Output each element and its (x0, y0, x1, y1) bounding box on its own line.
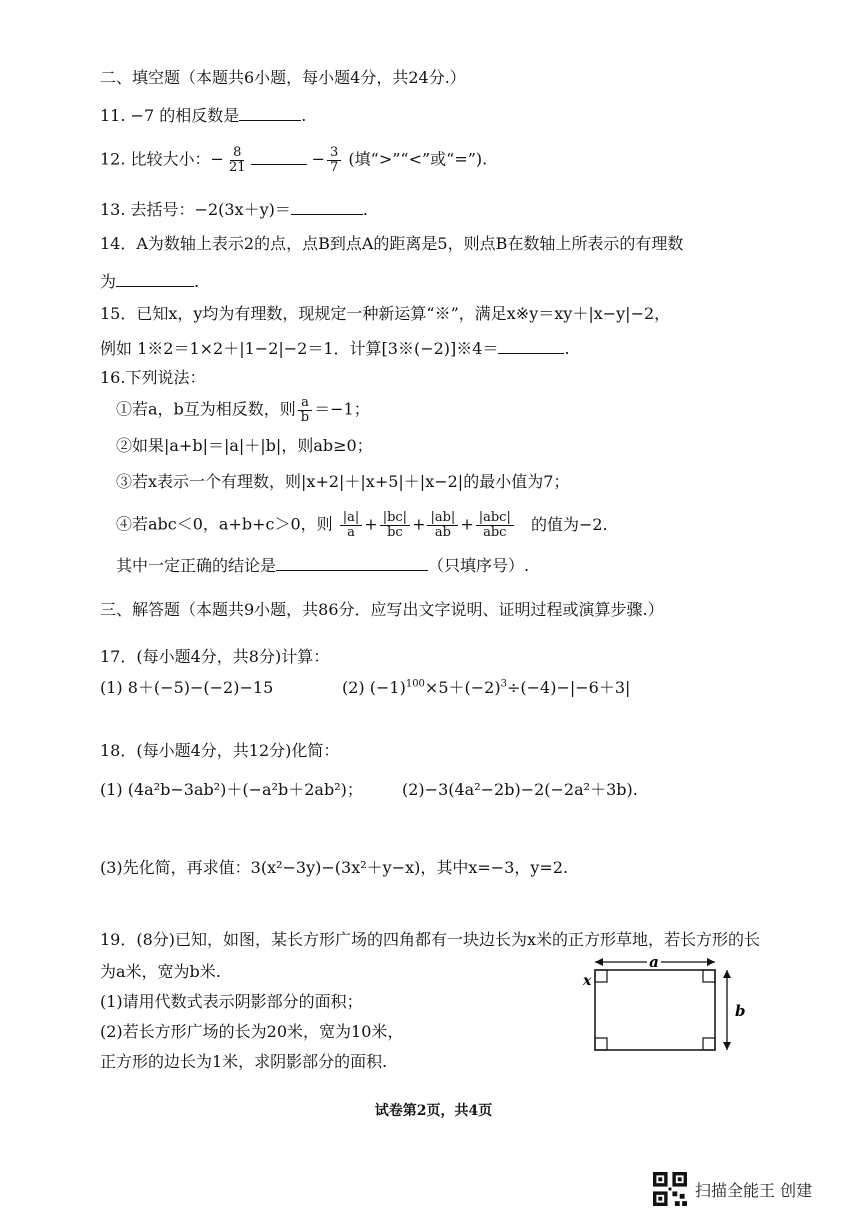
figure-label-x: x (583, 973, 592, 989)
question-19-line4: (2)若长方形广场的长为20米，宽为10米， (100, 1022, 404, 1041)
figure-label-b: b (735, 1002, 745, 1020)
q16-s4-post: 的值为−2. (530, 514, 608, 534)
q12-fraction-2 (327, 146, 341, 174)
q16-s4-f2-num: |bc| (380, 511, 410, 526)
q16-s1-pre: ①若a，b互为相反数，则 (116, 399, 296, 419)
q17-p2-exp1: 100 (405, 678, 425, 690)
q12-frac2-den: 7 (330, 159, 339, 175)
q15-blank (498, 339, 564, 354)
q16-s1-num: a (298, 396, 312, 411)
q16-s4-plus-2: + (412, 514, 426, 534)
q17-p2-b: ×5＋(−2) (424, 678, 501, 697)
question-19-line3: (1)请用代数式表示阴影部分的面积； (100, 992, 363, 1011)
q16-s4-f1-num: |a| (340, 511, 363, 526)
question-19-line2: 为a米，宽为b米. (100, 962, 221, 981)
q16-statement-2: ②如果|a+b|＝|a|＋|b|，则ab≥0； (116, 436, 373, 455)
watermark-text: 扫描全能王 创建 (695, 1180, 813, 1200)
question-11 (100, 106, 306, 125)
question-12 (100, 146, 487, 174)
q15-line2-text: 例如 1※2＝1×2＋|1−2|−2＝1．计算[3※(−2)]※4＝ (100, 339, 499, 358)
page-footer: 试卷第2页，共4页 (374, 1103, 493, 1119)
rectangle-plaza (595, 970, 715, 1050)
q12-frac1-den: 21 (228, 159, 246, 175)
q16-s4-f2-den: bc (387, 524, 403, 540)
q17-p2-c: ÷(−4)−|−6＋3| (506, 678, 631, 697)
q12-mid: − (311, 149, 326, 169)
q16-s1-den: b (300, 409, 310, 425)
corner-square-bl (595, 1038, 607, 1050)
q16-s4-f4-num: |abc| (476, 511, 514, 526)
q16-s4-fraction-3 (427, 511, 458, 539)
q16-statement-4 (116, 511, 608, 539)
q16-s4-f4-den: abc (483, 524, 507, 540)
question-15-line2 (100, 339, 570, 358)
q16-s1-fraction (298, 396, 312, 424)
q18-part-3: (3)先化简，再求值：3(x²−3y)−(3x²＋y−x)，其中x=−3，y=2. (100, 858, 569, 877)
q14-pre: 为 (100, 272, 117, 291)
q16-statement-3: ③若x表示一个有理数，则|x+2|＋|x+5|＋|x−2|的最小值为7； (116, 472, 570, 491)
q16-s4-plus-3: + (460, 514, 474, 534)
question-16-title: 16.下列说法： (100, 368, 206, 387)
q11-blank (239, 106, 301, 121)
q13-end: . (362, 200, 368, 219)
q17-part-1: (1) 8＋(−5)−(−2)−15 (100, 678, 274, 697)
q14-blank (116, 272, 194, 287)
q16-s4-fraction-4 (476, 511, 514, 539)
section2-title: 二、填空题（本题共6小题，每小题4分，共24分.） (100, 68, 466, 87)
question-17-title: 17．(每小题4分，共8分)计算： (100, 647, 330, 666)
q16-statement-1 (116, 396, 370, 424)
question-13 (100, 200, 368, 219)
q12-hint: (填“>”“<”或“=”). (348, 149, 488, 169)
q16-s1-post: ＝−1； (314, 399, 370, 419)
q16-s4-f3-num: |ab| (427, 511, 458, 526)
q16-s4-fraction-2 (380, 511, 410, 539)
question-18-title: 18．(每小题4分，共12分)化简： (100, 741, 340, 760)
corner-square-tl (595, 970, 607, 982)
q15-end: . (564, 339, 570, 358)
q11-text2: 的相反数是 (159, 106, 240, 125)
question-15-line1: 15．已知x，y均为有理数，现规定一种新运算“※”，满足x※y＝xy＋|x−y|−2， (100, 304, 671, 323)
question-19-line5: 正方形的边长为1米，求阴影部分的面积. (100, 1052, 388, 1071)
scanner-watermark (653, 1172, 812, 1206)
q12-blank (251, 150, 307, 165)
q16-s4-f1-den: a (347, 524, 355, 540)
q12-frac2-num: 3 (327, 146, 341, 161)
corner-square-tr (703, 970, 715, 982)
q16-answer-pre: 其中一定正确的结论是 (116, 556, 277, 575)
rectangle-square-figure (575, 950, 745, 1060)
q13-num: 13. (100, 200, 126, 219)
q16-s4-fraction-1 (340, 511, 363, 539)
qr-code-icon (653, 1172, 687, 1206)
q13-text: 去括号：−2(3x＋y)＝ (130, 200, 291, 219)
figure-label-a: a (649, 953, 659, 971)
q17-p2-exp2: 3 (500, 678, 507, 690)
question-14-line2 (100, 272, 199, 291)
q11-num: 11. (100, 106, 126, 125)
q12-frac1-num: 8 (230, 146, 244, 161)
q16-s4-f3-den: ab (434, 524, 451, 540)
q16-s4-pre: ④若abc＜0，a+b+c＞0，则 (116, 514, 333, 534)
q12-fraction-1 (226, 146, 249, 174)
q12-text1: 比较大小：− (130, 149, 224, 169)
q18-part-1: (1) (4a²b−3ab²)＋(−a²b＋2ab²)； (100, 780, 363, 799)
q13-blank (291, 200, 363, 215)
q12-num: 12. (100, 149, 126, 169)
figure-arrow-b (723, 970, 731, 1050)
q18-part-2: (2)−3(4a²−2b)−2(−2a²＋3b). (402, 780, 638, 799)
question-14-line1: 14．A为数轴上表示2的点，点B到点A的距离是5，则点B在数轴上所表示的有理数 (100, 234, 684, 253)
q16-answer-line (116, 556, 529, 575)
q16-s4-plus-1: + (364, 514, 378, 534)
q17-p2-a: (2) (−1) (342, 678, 406, 697)
q11-text1: −7 (130, 106, 155, 125)
q16-answer-blank (276, 556, 428, 571)
q11-end: . (301, 106, 307, 125)
question-19-line1: 19．(8分)已知，如图，某长方形广场的四角都有一块边长为x米的正方形草地，若长方形的长 (100, 930, 761, 949)
q16-answer-post: （只填序号）. (428, 556, 530, 575)
corner-square-br (703, 1038, 715, 1050)
q17-part-2 (342, 678, 630, 697)
section3-title: 三、解答题（本题共9小题，共86分．应写出文字说明、证明过程或演算步骤.） (100, 600, 664, 619)
q14-end: . (194, 272, 200, 291)
